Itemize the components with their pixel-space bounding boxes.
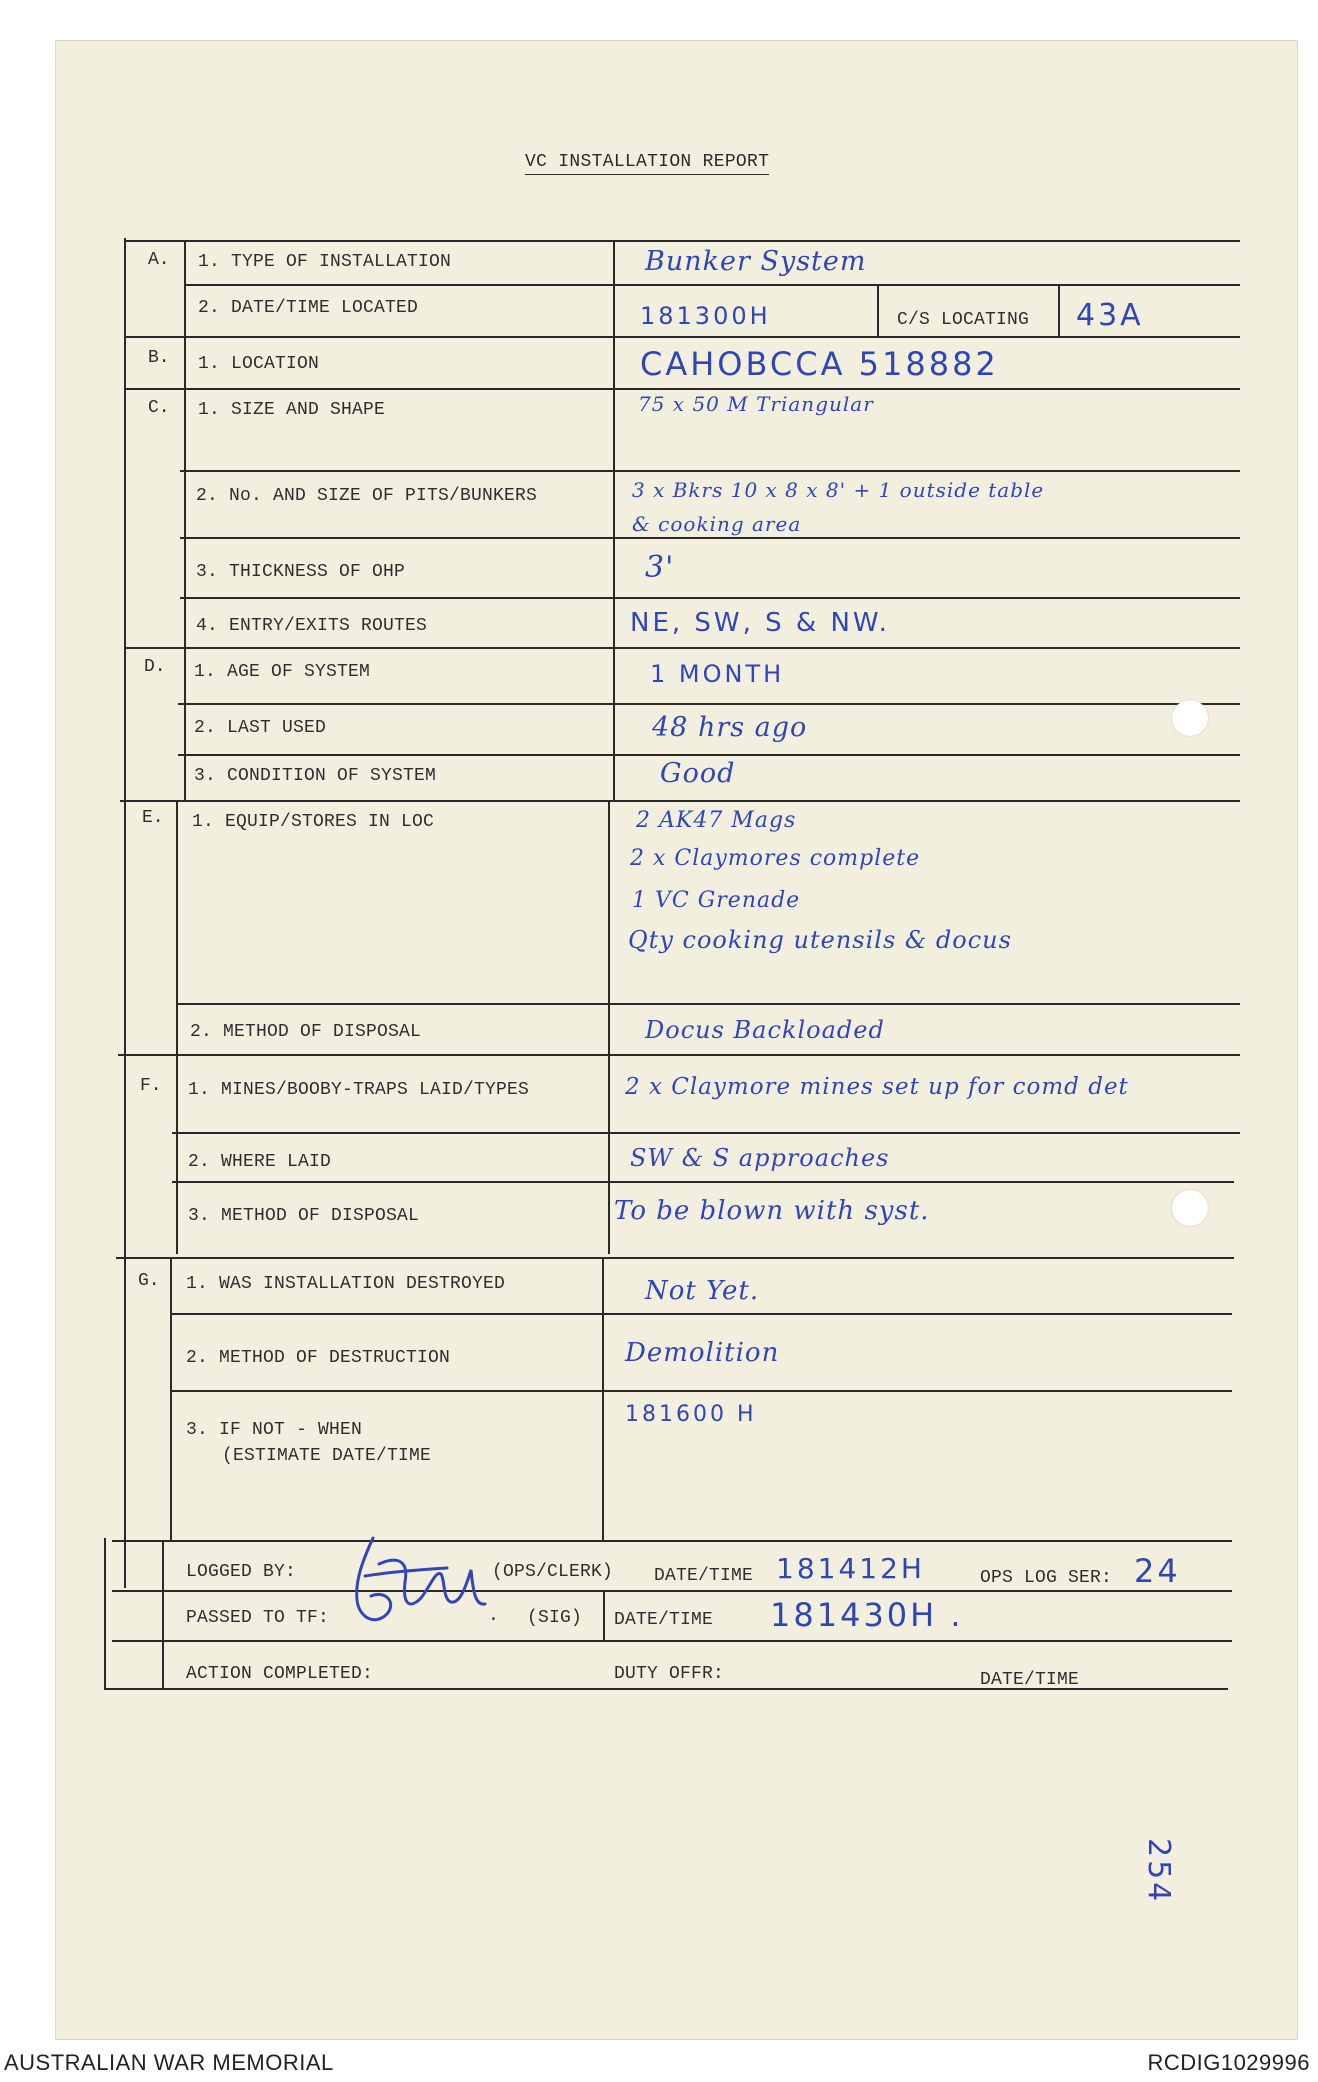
ops-log-ser-label: OPS LOG SER: <box>980 1568 1113 1588</box>
field-label: 2. DATE/TIME LOCATED <box>198 298 419 318</box>
rule <box>172 1181 1234 1183</box>
field-label: 3. IF NOT - WHEN <box>186 1420 363 1440</box>
field-label: (ESTIMATE DATE/TIME <box>222 1446 432 1466</box>
rule <box>120 800 1240 802</box>
rule <box>124 647 1240 649</box>
field-label: 2. METHOD OF DESTRUCTION <box>186 1348 451 1368</box>
outer-border <box>124 238 126 1588</box>
column-rule <box>176 800 178 1254</box>
section-letter: D. <box>144 657 166 677</box>
rule <box>112 1590 1232 1592</box>
rule <box>180 470 1240 472</box>
column-rule <box>608 800 610 1254</box>
field-label: 3. CONDITION OF SYSTEM <box>194 766 437 786</box>
sig-mark: . <box>488 1606 500 1626</box>
value-cs-locating: 43A <box>1076 298 1144 333</box>
rule <box>124 240 1240 242</box>
handwritten-signature <box>345 1530 495 1640</box>
value-condition: Good <box>660 758 736 789</box>
section-letter: F. <box>140 1076 162 1096</box>
date-time-label: DATE/TIME <box>614 1610 714 1630</box>
value-equip: 2 AK47 Mags <box>636 808 797 833</box>
rule <box>178 703 1240 705</box>
value-equip: 2 x Claymores complete <box>630 846 921 871</box>
date-time-label: DATE/TIME <box>654 1566 754 1586</box>
rule <box>112 1540 1232 1542</box>
column-rule <box>877 284 879 336</box>
section-letter: C. <box>148 398 170 418</box>
logged-datetime-value: 181412H <box>776 1552 925 1585</box>
value-age: 1 MONTH <box>650 660 785 688</box>
rule <box>124 336 1240 338</box>
rule <box>170 1390 1232 1392</box>
sig-label: (SIG) <box>527 1608 583 1628</box>
field-label: 1. AGE OF SYSTEM <box>194 662 371 682</box>
value-destroyed: Not Yet. <box>645 1276 760 1306</box>
value-installation-type: Bunker System <box>645 246 867 277</box>
field-label: 1. EQUIP/STORES IN LOC <box>192 812 435 832</box>
rule <box>178 754 1240 756</box>
passed-to-tf-label: PASSED TO TF: <box>186 1608 330 1628</box>
field-label: 3. THICKNESS OF OHP <box>196 562 406 582</box>
value-last-used: 48 hrs ago <box>652 712 808 743</box>
field-label: 2. WHERE LAID <box>188 1152 332 1172</box>
value-size-shape: 75 x 50 M Triangular <box>638 392 874 416</box>
value-equip: 1 VC Grenade <box>632 888 801 913</box>
archive-id: RCDIG1029996 <box>1147 2050 1310 2075</box>
rule <box>185 284 1240 286</box>
rule <box>116 1257 1234 1259</box>
punch-hole <box>1172 1190 1208 1226</box>
field-label: 4. ENTRY/EXITS ROUTES <box>196 616 428 636</box>
report-title: VC INSTALLATION REPORT <box>525 152 769 175</box>
field-label: 2. LAST USED <box>194 718 327 738</box>
rule <box>118 1054 1240 1056</box>
value-pits-bunkers: 3 x Bkrs 10 x 8 x 8' + 1 outside table <box>632 478 1045 502</box>
value-date-located: 181300H <box>640 302 771 330</box>
field-label: 1. SIZE AND SHAPE <box>198 400 386 420</box>
field-label: C/S LOCATING <box>897 310 1030 330</box>
column-rule <box>184 240 186 800</box>
ops-clerk-label: (OPS/CLERK) <box>492 1562 614 1582</box>
value-mines: 2 x Claymore mines set up for comd det <box>625 1074 1129 1100</box>
rule <box>112 1640 1232 1642</box>
value-entry-exits: NE, SW, S & NW. <box>630 608 890 638</box>
value-location: CAHOBCCA 518882 <box>640 345 999 383</box>
logged-by-label: LOGGED BY: <box>186 1562 297 1582</box>
column-rule <box>1058 284 1060 336</box>
value-estimate-datetime: 181600 H <box>625 1402 757 1427</box>
value-disposal-method-2: To be blown with syst. <box>614 1196 930 1226</box>
rule <box>180 537 1240 539</box>
value-destruction-method: Demolition <box>625 1338 780 1368</box>
column-rule <box>170 1257 172 1540</box>
action-completed-label: ACTION COMPLETED: <box>186 1664 374 1684</box>
value-disposal-method: Docus Backloaded <box>645 1016 885 1044</box>
field-label: 1. MINES/BOOBY-TRAPS LAID/TYPES <box>188 1080 530 1100</box>
column-rule <box>603 1590 605 1640</box>
rule <box>170 1313 1232 1315</box>
section-letter: B. <box>148 348 170 368</box>
section-letter: G. <box>138 1271 160 1291</box>
field-label: 1. LOCATION <box>198 354 320 374</box>
field-label: 2. No. AND SIZE OF PITS/BUNKERS <box>196 486 538 506</box>
page-number: 254 <box>1141 1838 1176 1905</box>
value-pits-bunkers: & cooking area <box>632 512 802 536</box>
rule <box>180 597 1240 599</box>
ops-log-ser-value: 24 <box>1134 1552 1181 1590</box>
archive-name: AUSTRALIAN WAR MEMORIAL <box>4 2050 334 2075</box>
field-label: 1. TYPE OF INSTALLATION <box>198 252 452 272</box>
punch-hole <box>1172 700 1208 736</box>
column-rule <box>602 1257 604 1540</box>
value-equip: Qty cooking utensils & docus <box>628 926 1012 954</box>
field-label: 2. METHOD OF DISPOSAL <box>190 1022 422 1042</box>
rule <box>124 388 1240 390</box>
value-where-laid: SW & S approaches <box>630 1144 890 1172</box>
rule <box>172 1132 1240 1134</box>
outer-border <box>104 1538 106 1690</box>
field-label: 3. METHOD OF DISPOSAL <box>188 1206 420 1226</box>
passed-datetime-value: 181430H . <box>770 1596 964 1634</box>
column-rule <box>162 1540 164 1688</box>
date-time-label: DATE/TIME <box>980 1670 1080 1690</box>
section-letter: A. <box>148 250 170 270</box>
rule <box>176 1003 1240 1005</box>
duty-offr-label: DUTY OFFR: <box>614 1664 725 1684</box>
field-label: 1. WAS INSTALLATION DESTROYED <box>186 1274 506 1294</box>
section-letter: E. <box>142 808 164 828</box>
value-ohp-thickness: 3' <box>645 550 675 585</box>
column-rule <box>613 240 615 800</box>
